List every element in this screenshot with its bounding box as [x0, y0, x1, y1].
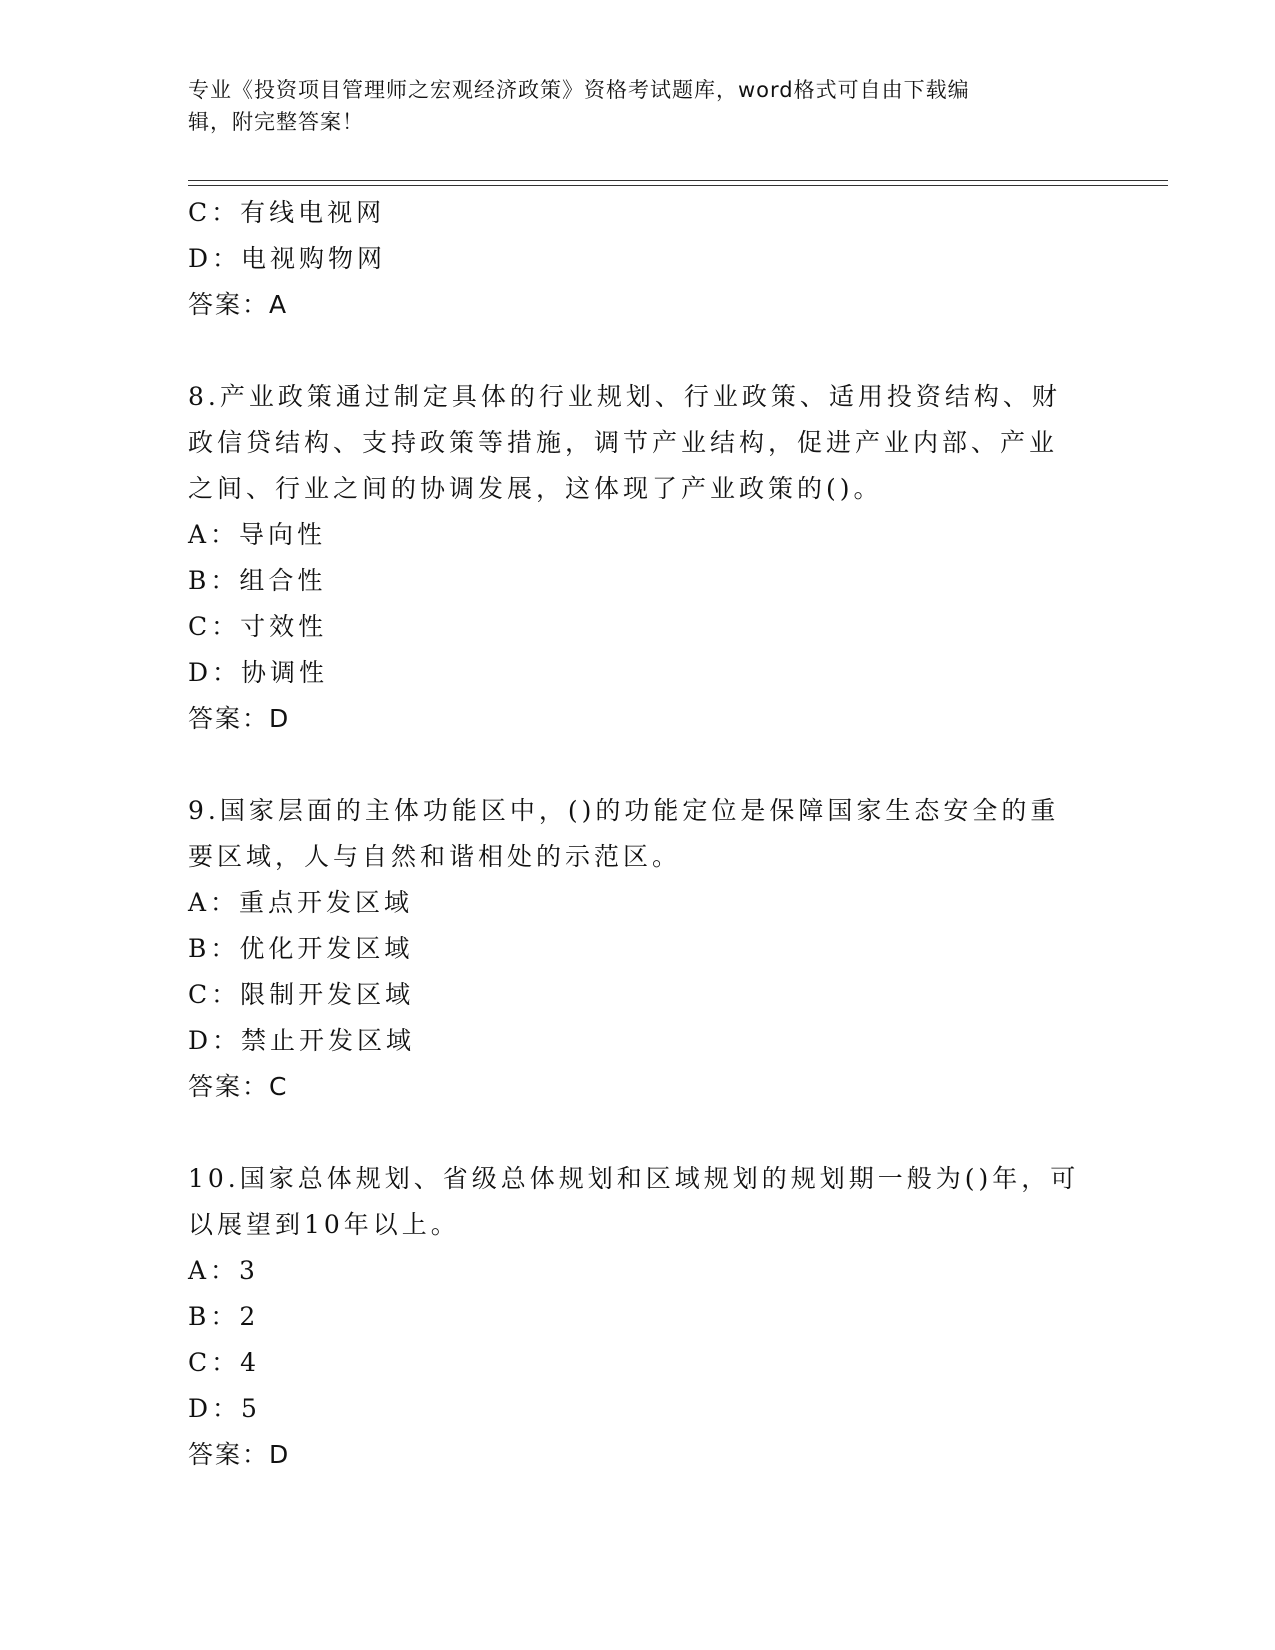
header-rule-top: [188, 180, 1168, 181]
question-stem-line: 10.国家总体规划、省级总体规划和区域规划的规划期一般为()年，可: [188, 1164, 1080, 1193]
option-a: A：导向性: [188, 520, 327, 549]
option-c: C：寸效性: [188, 612, 328, 641]
header-rule-bottom: [188, 185, 1168, 186]
option-b: B：2: [188, 1302, 260, 1331]
question-spacer: [188, 742, 1088, 788]
question-stem-line: 9.国家层面的主体功能区中，()的功能定位是保障国家生态安全的重: [188, 796, 1060, 825]
answer-line: 答案：A: [188, 290, 289, 319]
option-d: D：电视购物网: [188, 244, 387, 273]
document-header: [188, 74, 1088, 138]
question-stem-line: 要区域，人与自然和谐相处的示范区。: [188, 842, 682, 871]
option-c: C：有线电视网: [188, 198, 386, 227]
question-stem-line: 之间、行业之间的协调发展，这体现了产业政策的()。: [188, 474, 883, 503]
question-stem-line: 政信贷结构、支持政策等措施，调节产业结构，促进产业内部、产业: [188, 428, 1059, 457]
option-d: D：禁止开发区域: [188, 1026, 416, 1055]
option-d: D：5: [188, 1394, 261, 1423]
question-spacer: [188, 328, 1088, 374]
option-a: A：重点开发区域: [188, 888, 414, 917]
previous-question-tail: [188, 190, 1088, 328]
question-stem-line: 8.产业政策通过制定具体的行业规划、行业政策、适用投资结构、财: [188, 382, 1061, 411]
question-10: [188, 1156, 1088, 1478]
option-c: C：限制开发区域: [188, 980, 415, 1009]
option-b: B：优化开发区域: [188, 934, 414, 963]
question-body: [188, 190, 1088, 1478]
question-stem-line: 以展望到10年以上。: [188, 1210, 460, 1239]
option-d: D：协调性: [188, 658, 329, 687]
answer-line: 答案：D: [188, 704, 291, 733]
question-9: [188, 788, 1088, 1110]
option-c: C：4: [188, 1348, 261, 1377]
answer-line: 答案：C: [188, 1072, 289, 1101]
question-spacer: [188, 1110, 1088, 1156]
option-b: B：组合性: [188, 566, 327, 595]
answer-line: 答案：D: [188, 1440, 291, 1469]
option-a: A：3: [188, 1256, 259, 1285]
header-line-2: 辑，附完整答案！: [188, 110, 364, 134]
header-line-1: 专业《投资项目管理师之宏观经济政策》资格考试题库，word格式可自由下载编: [188, 78, 970, 102]
question-8: [188, 374, 1088, 742]
